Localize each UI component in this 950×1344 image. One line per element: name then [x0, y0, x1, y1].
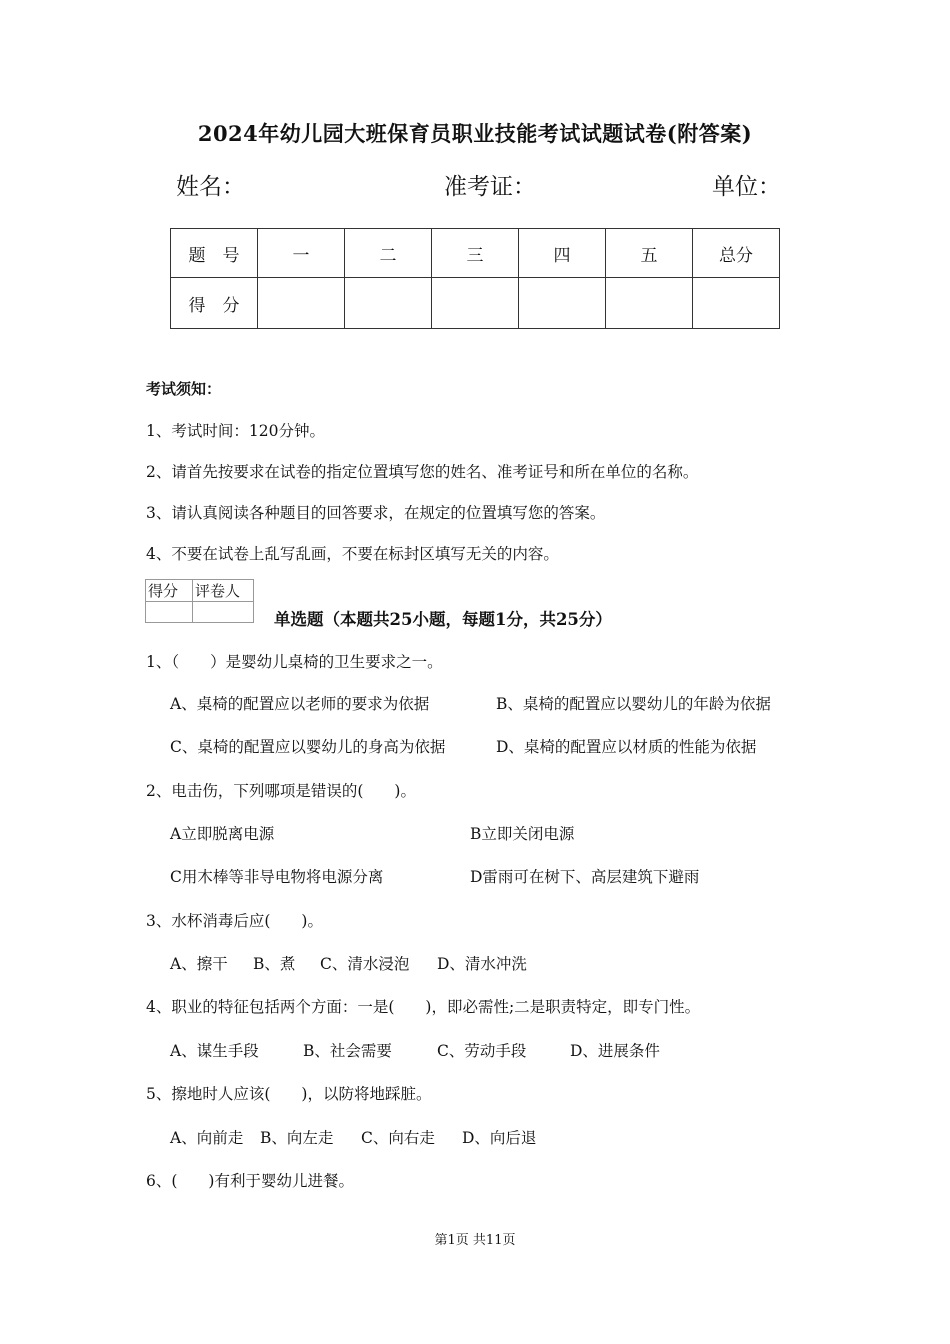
name-field-label: 姓名：	[176, 174, 245, 200]
grader-box	[145, 579, 254, 623]
question-option: C、向右走	[361, 1129, 435, 1147]
score-input-cell[interactable]	[606, 278, 693, 329]
score-header-cell: 二	[345, 229, 432, 278]
question-option: D、进展条件	[570, 1042, 660, 1060]
grader-score-cell[interactable]	[146, 602, 193, 623]
score-row-label: 得 分	[171, 278, 258, 329]
grader-reviewer-cell[interactable]	[193, 602, 254, 623]
question-stem: 4、职业的特征包括两个方面：一是( )，即必需性;二是职责特定，即专门性。	[146, 998, 701, 1016]
question-option: B、桌椅的配置应以婴幼儿的年龄为依据	[496, 695, 771, 713]
score-input-cell[interactable]	[432, 278, 519, 329]
question-option: A、桌椅的配置应以老师的要求为依据	[170, 695, 430, 713]
question-option: D、向后退	[462, 1129, 537, 1147]
score-header-cell: 题 号	[171, 229, 258, 278]
score-header-cell: 三	[432, 229, 519, 278]
score-table-score-row	[171, 278, 780, 329]
score-table-header-row	[171, 229, 780, 278]
notice-item: 2、请首先按要求在试卷的指定位置填写您的姓名、准考证号和所在单位的名称。	[146, 463, 699, 481]
question-option: A立即脱离电源	[170, 825, 275, 843]
unit-field-label: 单位：	[712, 174, 781, 200]
notice-item: 3、请认真阅读各种题目的回答要求，在规定的位置填写您的答案。	[146, 504, 606, 522]
section-title: 单选题（本题共25小题，每题1分，共25分）	[274, 610, 612, 629]
question-option: A、谋生手段	[170, 1042, 259, 1060]
question-option: D、清水冲洗	[437, 955, 527, 973]
score-input-cell[interactable]	[258, 278, 345, 329]
question-option: B、社会需要	[303, 1042, 392, 1060]
page-footer: 第1页 共11页	[434, 1233, 516, 1248]
question-option: C、桌椅的配置应以婴幼儿的身高为依据	[170, 738, 446, 756]
question-option: C、清水浸泡	[320, 955, 410, 973]
score-input-cell[interactable]	[693, 278, 780, 329]
candidate-fields	[176, 168, 786, 204]
score-header-cell: 四	[519, 229, 606, 278]
score-header-cell: 一	[258, 229, 345, 278]
question-option: B、煮	[253, 955, 296, 973]
exam-number-field-label: 准考证：	[444, 174, 536, 200]
question-option: C用木棒等非导电物将电源分离	[170, 868, 384, 886]
question-option: A、擦干	[170, 955, 228, 973]
question-option: C、劳动手段	[437, 1042, 527, 1060]
question-option: A、向前走	[170, 1129, 244, 1147]
notice-heading: 考试须知：	[146, 380, 222, 398]
grader-score-label: 得分	[146, 580, 193, 602]
question-option: B立即关闭电源	[470, 825, 575, 843]
question-stem: 3、水杯消毒后应( )。	[146, 912, 323, 930]
document-title: 2024年幼儿园大班保育员职业技能考试试题试卷(附答案)	[197, 121, 753, 146]
question-option: D雷雨可在树下、高层建筑下避雨	[470, 868, 700, 886]
question-stem: 6、( )有利于婴幼儿进餐。	[146, 1172, 354, 1190]
score-header-cell: 五	[606, 229, 693, 278]
notice-item: 1、考试时间：120分钟。	[146, 422, 325, 440]
grader-reviewer-label: 评卷人	[193, 580, 254, 602]
score-header-cell: 总分	[693, 229, 780, 278]
notice-item: 4、不要在试卷上乱写乱画，不要在标封区填写无关的内容。	[146, 545, 559, 563]
score-input-cell[interactable]	[345, 278, 432, 329]
question-stem: 1、（ ）是婴幼儿桌椅的卫生要求之一。	[146, 653, 443, 671]
question-option: B、向左走	[260, 1129, 334, 1147]
question-stem: 5、擦地时人应该( )，以防将地踩脏。	[146, 1085, 432, 1103]
score-input-cell[interactable]	[519, 278, 606, 329]
question-stem: 2、电击伤，下列哪项是错误的( )。	[146, 782, 416, 800]
score-table	[170, 228, 780, 329]
question-option: D、桌椅的配置应以材质的性能为依据	[496, 738, 757, 756]
